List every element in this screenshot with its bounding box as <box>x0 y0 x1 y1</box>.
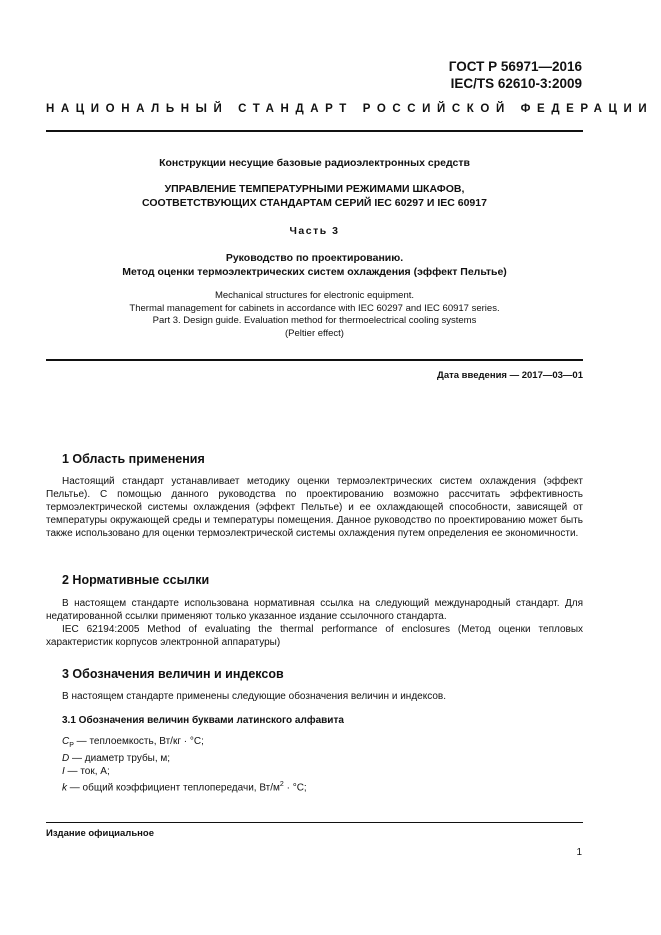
list-item <box>62 752 307 765</box>
symbol-subscript: P <box>69 742 74 749</box>
section-3-paragraph: В настоящем стандарте применены следующие обозначения величин и индексов. <box>62 691 446 702</box>
symbol-definition-end: · °С; <box>283 782 307 794</box>
english-title-line-3: Part 3. Design guide. Evaluation method for thermoelectrical cooling systems <box>152 315 477 326</box>
list-item <box>62 765 307 778</box>
iec-code: IEC/TS 62610-3:2009 <box>450 76 582 91</box>
section-1-body <box>46 475 583 540</box>
symbol-definition: — теплоемкость, Вт/кг · °С; <box>73 736 204 747</box>
english-title-line-2: Thermal management for cabinets in accordance with IEC 60297 and IEC 60917 series. <box>129 302 500 314</box>
document-subject: Конструкции несущие базовые радиоэлектронных средств <box>159 157 470 169</box>
section-2-heading: 2 Нормативные ссылки <box>62 573 210 587</box>
part-title-line-2: Метод оценки термоэлектрических систем охлаждения (эффект Пельтье) <box>122 266 507 278</box>
symbol: C <box>62 736 70 747</box>
national-standard-banner: НАЦИОНАЛЬНЫЙ СТАНДАРТ РОССИЙСКОЙ ФЕДЕРАЦИИ <box>46 103 654 115</box>
english-title-line-4: (Peltier effect) <box>285 327 344 339</box>
standard-codes <box>449 58 582 92</box>
document-title <box>46 182 583 210</box>
section-2-paragraph-2: IEC 62194:2005 Method of evaluating the thermal performance of enclosures (Метод оценки тепловых характеристик корпусов электронной аппаратуры) <box>46 624 583 648</box>
symbol-list <box>62 735 307 794</box>
section-1-paragraph: Настоящий стандарт устанавливает методику оценки термоэлектрических систем охлаждения (эффект Пельтье). С помощью данного руководства по проектированию возможно рассчитать эффективность термоэлектрической системы охлаждения (эффект Пельтье) и ее охлаждающей способности, зависящей от температуры окружающей среды и температуры помещения. Данное руководство по проектированию может быть также использовано для оценки термоэлектрической системы охлаждения путем определения ее экономичности. <box>46 476 583 539</box>
symbol: D <box>62 753 70 764</box>
introduction-date: Дата введения — 2017—03—01 <box>437 370 583 381</box>
part-title <box>46 251 583 279</box>
symbol-definition: — диаметр трубы, м; <box>69 753 171 764</box>
gost-code: ГОСТ Р 56971—2016 <box>448 59 582 74</box>
section-3-heading: 3 Обозначения величин и индексов <box>62 667 284 681</box>
english-title <box>46 290 583 340</box>
section-1-heading: 1 Область применения <box>62 452 205 466</box>
title-divider <box>46 359 583 361</box>
part-number: Часть 3 <box>289 225 340 237</box>
top-divider <box>46 130 583 132</box>
edition-label: Издание официальное <box>46 828 154 839</box>
symbol-superscript: 2 <box>279 781 284 788</box>
subsection-3-1-heading: 3.1 Обозначения величин буквами латинского алфавита <box>62 715 344 726</box>
section-2-body <box>46 597 583 649</box>
part-title-line-1: Руководство по проектированию. <box>225 252 404 264</box>
section-2-paragraph-1: В настоящем стандарте использована нормативная ссылка на следующий международный стандарт. Для недатированной ссылки применяют только указанное издание ссылочного стандарта. <box>46 598 583 622</box>
section-3-body <box>46 690 583 703</box>
symbol-definition: — общий коэффициент теплопередачи, Вт/м <box>67 782 280 794</box>
english-title-line-1: Mechanical structures for electronic equipment. <box>214 290 415 301</box>
list-item <box>62 778 307 794</box>
page-number: 1 <box>576 847 582 858</box>
symbol: I <box>62 766 65 777</box>
list-item <box>62 735 307 752</box>
symbol-definition: — ток, А; <box>64 766 110 777</box>
title-line-2: СООТВЕТСТВУЮЩИХ СТАНДАРТАМ СЕРИЙ IEC 60297 И IEC 60917 <box>142 197 487 209</box>
title-line-1: УПРАВЛЕНИЕ ТЕМПЕРАТУРНЫМИ РЕЖИМАМИ ШКАФОВ, <box>164 183 465 195</box>
symbol: k <box>62 782 67 794</box>
footer-divider <box>46 822 583 823</box>
